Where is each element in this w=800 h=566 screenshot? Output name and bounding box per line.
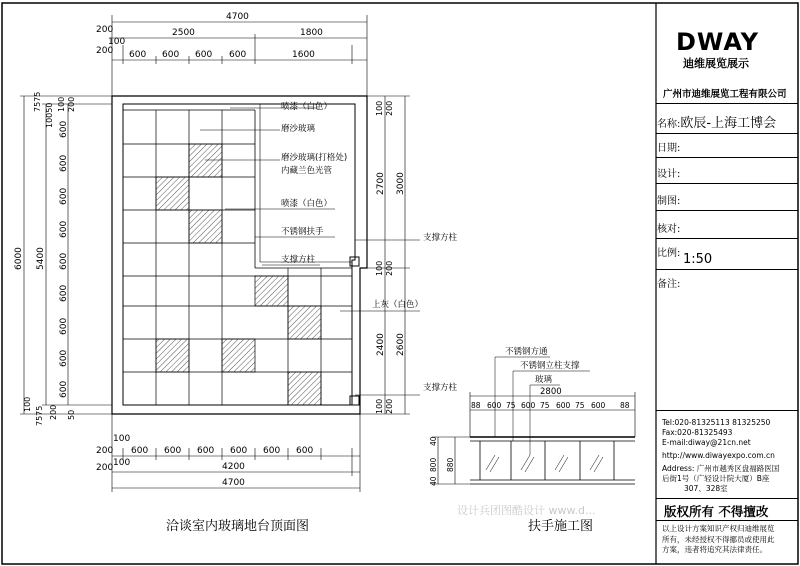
notice-line-2: 所有，未经授权不得挪员或使用此 — [662, 534, 775, 544]
dim-right-2400: 2400 — [376, 333, 386, 356]
handrail-dim-75-3: 75 — [575, 401, 585, 410]
annotation-steel-handrail: 不锈钢扶手 — [281, 227, 324, 237]
handrail-label-steel-tube: 不锈钢方通 — [505, 347, 548, 357]
divider — [656, 133, 798, 134]
dim-left-600-3: 600 — [59, 187, 69, 205]
handrail-dim-800: 800 — [429, 457, 438, 472]
dim-left-600-9: 600 — [59, 380, 69, 398]
dim-left-50: 50 — [67, 409, 76, 420]
handrail-dim-75-1: 75 — [506, 401, 516, 410]
dim-top-200b: 200 — [96, 46, 114, 56]
divider — [656, 238, 798, 239]
annotation-support-column-1: 支撑方柱 — [281, 255, 316, 265]
draw-label: 制图: — [657, 196, 681, 207]
dim-top-2500: 2500 — [172, 28, 195, 38]
annotation-support-column-3: 支撑方柱 — [423, 383, 458, 393]
dim-left-7575-bottom: 7575 — [35, 405, 44, 426]
dim-bottom-600-4: 600 — [230, 446, 248, 456]
divider — [656, 183, 798, 184]
notice-line-1: 以上设计方案知识产权归迪维展览 — [662, 524, 775, 533]
plan-title: 洽谈室内玻璃地台顶面图 — [166, 519, 310, 534]
dim-bottom-100b: 100 — [113, 458, 131, 468]
dim-top-total: 4700 — [226, 12, 249, 22]
dim-right-200b: 200 — [385, 260, 394, 276]
dim-right-100c: 100 — [375, 398, 384, 414]
divider — [656, 103, 798, 104]
dim-right-100a: 100 — [375, 100, 384, 116]
contact-website: http://www.diwayexpo.com.cn — [662, 451, 775, 460]
handrail-label-glass: 玻璃 — [535, 375, 553, 385]
dim-top-200a: 200 — [96, 25, 114, 35]
dim-right-2700: 2700 — [376, 172, 386, 195]
watermark: 设计兵团图酷设计 www.d... — [457, 504, 596, 517]
contact-address-2: 后街1号（广轻设计院大厦）B座 — [662, 474, 770, 483]
dim-bottom-600-2: 600 — [164, 446, 182, 456]
handrail-dim-600-3: 600 — [556, 401, 571, 410]
dim-left-600-8: 600 — [59, 349, 69, 367]
handrail-label-steel-post: 不锈钢立柱支撑 — [520, 361, 580, 371]
contact-address-1: Address: 广州市越秀区盘福路医国 — [662, 464, 780, 473]
dim-right-3000: 3000 — [396, 172, 406, 195]
dim-left-100: 100 — [57, 96, 66, 112]
scale-value: 1:50 — [683, 252, 713, 267]
handrail-dim-600-1: 600 — [487, 401, 502, 410]
annotation-plaster-white: 上灰（白色） — [372, 300, 424, 310]
scale-label: 比例: — [657, 248, 681, 259]
floor-plan — [112, 96, 420, 414]
dim-left-7575-top: 7575 — [33, 91, 42, 112]
contact-tel: Tel:020-81325113 81325250 — [662, 418, 771, 427]
annotation-blue-light: 内藏兰色光管 — [281, 166, 333, 176]
divider — [656, 210, 798, 211]
dim-left-600-2: 600 — [59, 154, 69, 172]
handrail-dim-88a: 88 — [471, 401, 481, 410]
divider — [656, 520, 798, 521]
contact-fax: Fax:020-81325493 — [662, 428, 733, 437]
company-name: 广州市迪维展览工程有限公司 — [663, 89, 787, 100]
handrail-dim-880: 880 — [446, 457, 455, 472]
annotation-paint-white-2: 喷漆（白色） — [281, 199, 333, 209]
contact-email: E-mail:diway@21cn.net — [662, 438, 751, 447]
copyright: 版权所有 不得擅改 — [664, 504, 769, 519]
dim-right-2600: 2600 — [396, 333, 406, 356]
dim-bottom-200a: 200 — [96, 446, 114, 456]
handrail-dim-75-2: 75 — [540, 401, 550, 410]
dim-left-200b: 200 — [49, 404, 58, 420]
handrail-dim-40b: 40 — [429, 476, 438, 486]
handrail-elevation — [432, 357, 635, 484]
dim-bottom-600-3: 600 — [197, 446, 215, 456]
handrail-dim-600-4: 600 — [591, 401, 606, 410]
dim-top-600-2: 600 — [162, 50, 180, 60]
dim-left-600-5: 600 — [59, 252, 69, 270]
dim-left-10050: 10050 — [45, 102, 54, 128]
date-label: 日期: — [657, 143, 681, 154]
dim-top-600-4: 600 — [229, 50, 247, 60]
divider — [656, 498, 798, 499]
annotation-paint-white-1: 喷漆（白色） — [281, 102, 333, 112]
dim-bottom-600-5: 600 — [263, 446, 281, 456]
dim-left-600-7: 600 — [59, 317, 69, 335]
dim-top-1800: 1800 — [300, 28, 323, 38]
handrail-dim-2800: 2800 — [540, 387, 562, 397]
dim-left-200: 200 — [67, 96, 76, 112]
dim-right-200c: 200 — [385, 398, 394, 414]
divider — [656, 410, 798, 411]
handrail-title: 扶手施工图 — [528, 519, 594, 534]
dim-left-100b: 100 — [23, 396, 32, 412]
annotation-support-column-2: 支撑方柱 — [423, 233, 458, 243]
divider — [656, 269, 798, 270]
company-logo — [676, 28, 759, 70]
divider — [656, 157, 798, 158]
check-label: 核对: — [657, 224, 681, 235]
dim-top-100: 100 — [108, 37, 126, 47]
handrail-dim-40a: 40 — [429, 436, 438, 446]
dim-right-100b: 100 — [375, 260, 384, 276]
annotation-frosted-glass: 磨沙玻璃 — [281, 124, 316, 134]
dim-bottom-100a: 100 — [113, 434, 131, 444]
copyright-notice — [662, 524, 775, 556]
dim-left-600-1: 600 — [59, 120, 69, 138]
handrail-dim-600-2: 600 — [521, 401, 536, 410]
dim-top-600-1: 600 — [129, 50, 147, 60]
design-label: 设计: — [657, 169, 681, 180]
dim-left-6000: 6000 — [14, 247, 24, 270]
dim-right-200a: 200 — [385, 100, 394, 116]
dim-top-600-3: 600 — [195, 50, 213, 60]
logo-wordmark: DWAY — [676, 28, 759, 56]
dim-left-600-4: 600 — [59, 220, 69, 238]
handrail-dim-88b: 88 — [620, 401, 630, 410]
remark-label: 备注: — [657, 279, 681, 290]
dim-top-1600: 1600 — [292, 50, 315, 60]
dim-bottom-600-6: 600 — [296, 446, 314, 456]
dim-left-600-6: 600 — [59, 284, 69, 302]
dim-bottom-4200: 4200 — [222, 462, 245, 472]
contact-info — [662, 418, 779, 494]
logo-subtitle: 迪维展览展示 — [683, 57, 749, 70]
annotation-frosted-glass-grid: 磨沙玻璃(打格处) — [281, 153, 348, 163]
dim-bottom-200b: 200 — [96, 463, 114, 473]
name-label: 名称: — [657, 119, 681, 130]
dim-bottom-600-1: 600 — [131, 446, 149, 456]
dim-left-5400: 5400 — [36, 247, 46, 270]
dim-bottom-4700: 4700 — [222, 478, 245, 488]
name-value: 欧辰-上海工博会 — [680, 116, 777, 131]
name-row — [657, 112, 798, 131]
contact-address-3: 307、328室 — [684, 484, 728, 493]
notice-line-3: 方案，违者将追究其法律责任。 — [662, 545, 767, 554]
